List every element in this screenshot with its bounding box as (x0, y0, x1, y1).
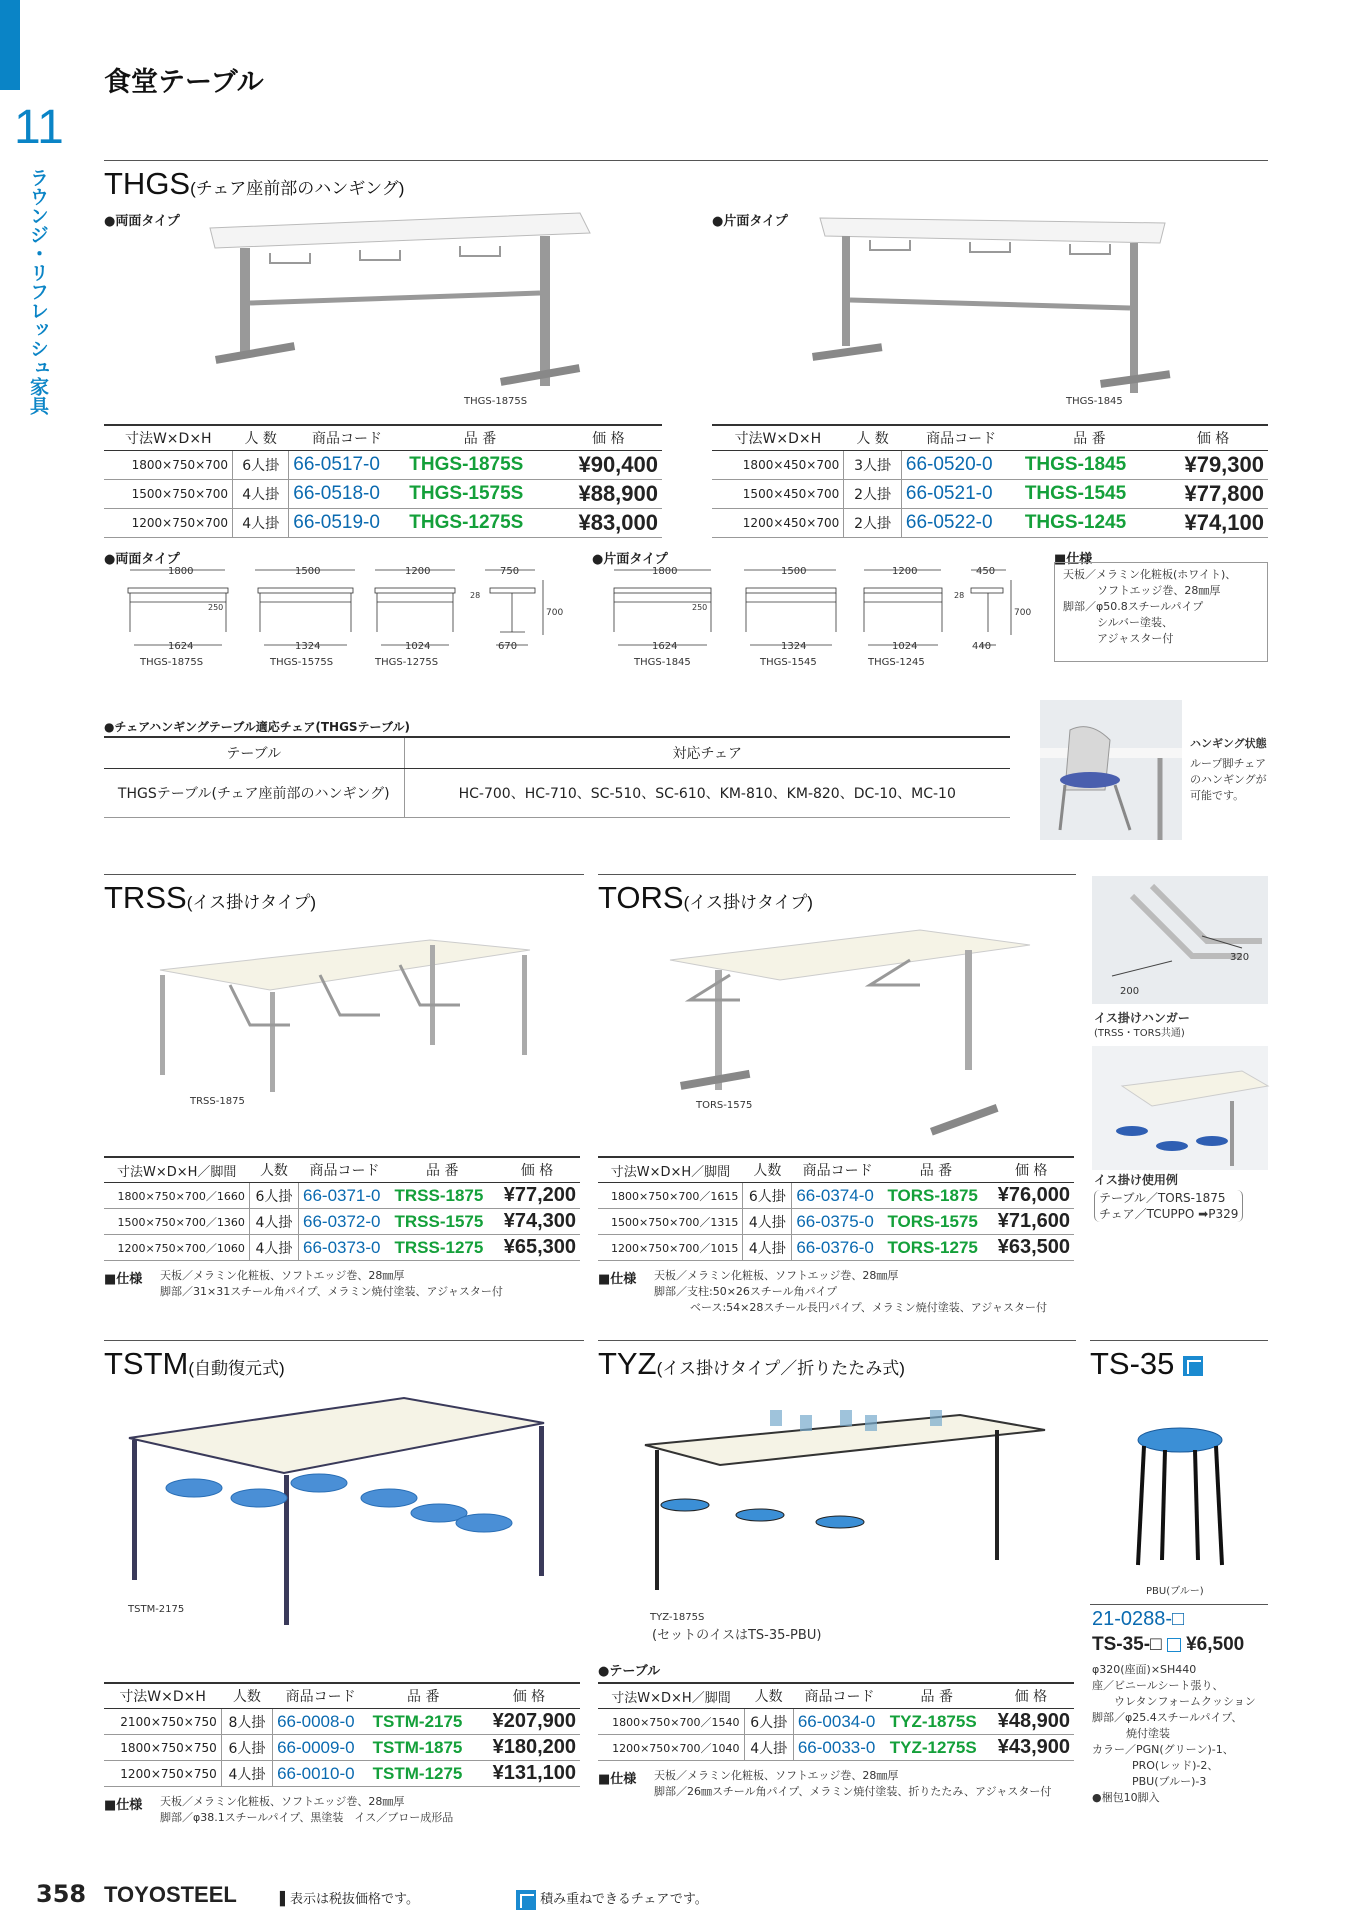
spec-line: PRO(レッド)-2、 (1132, 1759, 1219, 1772)
spec-line: 天板／メラミン化粧板、ソフトエッジ巻、28㎜厚 (654, 1269, 899, 1282)
tstm-table (104, 1682, 580, 1787)
chair-compat-table (104, 736, 1010, 818)
cell-cap: 4人掛 (744, 1735, 793, 1761)
header-cap: 人 数 (844, 425, 902, 451)
trss-title (104, 880, 316, 916)
cell-part: TRSS-1575 (391, 1209, 495, 1235)
cell-cap: 4人掛 (233, 480, 289, 509)
tstm-model: TSTM-2175 (128, 1604, 185, 1615)
ts35-color: PBU(ブルー) (1146, 1586, 1204, 1597)
chapter-number: 11 (14, 101, 64, 154)
table-row (104, 769, 1010, 818)
trss-spec (160, 1268, 503, 1300)
header-dim: 寸法W×D×H／脚間 (104, 1157, 249, 1183)
thgs-double-table (104, 424, 662, 538)
ts35-price: ¥6,500 (1186, 1634, 1245, 1655)
table-row (104, 509, 662, 538)
dim-bottom-1: 1624 (168, 641, 194, 652)
table-header-row (712, 425, 1268, 451)
cell-part: THGS-1875S (405, 451, 554, 480)
spec-line: PBU(ブルー)-3 (1132, 1775, 1207, 1788)
tors-subtitle: (イス掛けタイプ) (683, 893, 813, 912)
header-cap: 人数 (221, 1683, 272, 1709)
cell-cap: 4人掛 (743, 1235, 792, 1261)
spec-line: 座／ビニールシート張り、 (1092, 1679, 1224, 1692)
hanging-line: のハンギングが (1190, 773, 1267, 786)
cell-price: ¥90,400 (555, 451, 662, 480)
trss-model: TRSS-1875 (190, 1096, 245, 1107)
table-row (104, 451, 662, 480)
ts35-spec (1092, 1662, 1268, 1806)
hanging-title: ハンギング状態 (1190, 737, 1267, 750)
spec-line: 脚部／支柱:50×26スチール角パイプ (654, 1285, 838, 1298)
header-cap: 人 数 (233, 425, 289, 451)
cell-chairs: HC-700、HC-710、SC-510、SC-610、KM-810、KM-820、DC-10、MC-10 (404, 769, 1010, 818)
hanger-dim-1: 200 (1120, 986, 1140, 997)
cell-table: THGSテーブル(チェア座前部のハンギング) (104, 769, 404, 818)
spec-line: 脚部／26㎜スチール角パイプ、メラミン焼付塗装、折りたたみ、アジャスター付 (654, 1785, 1052, 1798)
spec-line: アジャスター付 (1097, 632, 1174, 645)
cell-price: ¥207,900 (478, 1709, 580, 1735)
cell-code: 66-0033-0 (793, 1735, 885, 1761)
cell-dim: 1500×750×700／1360 (104, 1209, 249, 1235)
header-dim: 寸法W×D×H (104, 425, 233, 451)
header-chair: 対応チェア (404, 737, 1010, 769)
cell-price: ¥131,100 (478, 1761, 580, 1787)
chapter-tab (0, 0, 20, 90)
cell-cap: 4人掛 (221, 1761, 272, 1787)
cell-part: THGS-1245 (1021, 509, 1158, 538)
cell-dim: 1200×750×700 (104, 509, 233, 538)
dim-height: 700 (1014, 608, 1032, 618)
thgs-double-drawing (120, 560, 564, 670)
spec-line: 天板／メラミン化粧板、ソフトエッジ巻、28㎜厚 (654, 1769, 899, 1782)
tors-table (598, 1156, 1074, 1261)
cell-code: 66-0520-0 (901, 451, 1020, 480)
cell-cap: 4人掛 (249, 1209, 298, 1235)
ts35-part: TS-35-□ (1092, 1634, 1162, 1655)
spec-line: 脚部／φ50.8スチールパイプ (1063, 600, 1204, 613)
cell-price: ¥83,000 (555, 509, 662, 538)
cell-code: 66-0008-0 (273, 1709, 369, 1735)
cell-part: TSTM-1875 (369, 1735, 478, 1761)
spec-line: 天板／メラミン化粧板(ホワイト)、 (1063, 568, 1237, 581)
cell-dim: 1800×750×750 (104, 1735, 221, 1761)
spec-line: ソフトエッジ巻、28㎜厚 (1097, 584, 1221, 597)
tyz-table (598, 1682, 1074, 1761)
cell-part: TORS-1875 (883, 1183, 988, 1209)
header-dim: 寸法W×D×H (104, 1683, 221, 1709)
table-row (598, 1183, 1074, 1209)
thgs-double-label: ●両面タイプ (104, 214, 180, 229)
header-code: 商品コード (901, 425, 1020, 451)
header-code: 商品コード (273, 1683, 369, 1709)
hanger-title: イス掛けハンガー (1094, 1011, 1190, 1025)
page-number: 358 (36, 1880, 87, 1908)
cell-price: ¥180,200 (478, 1735, 580, 1761)
spec-line: φ320(座面)×SH440 (1092, 1663, 1197, 1676)
ts35-title-text: TS-35 (1090, 1346, 1175, 1381)
tyz-spec (654, 1768, 1051, 1800)
page-title: 食堂テーブル (104, 67, 264, 98)
spec-line: 焼付塗装 (1126, 1727, 1170, 1740)
spec-line: 脚部／φ25.4スチールパイプ、 (1092, 1711, 1243, 1724)
header-part: 品 番 (369, 1683, 478, 1709)
cell-cap: 6人掛 (221, 1735, 272, 1761)
cell-dim: 1800×750×700／1660 (104, 1183, 249, 1209)
dim-bottom-2: 1324 (781, 641, 807, 652)
example-title: イス掛け使用例 (1094, 1173, 1178, 1187)
hanger-example-photo (1092, 1046, 1268, 1170)
cell-code: 66-0375-0 (792, 1209, 884, 1235)
header-price: 価 格 (988, 1157, 1074, 1183)
tyz-title (598, 1346, 905, 1382)
drawing-name-3: THGS-1245 (868, 657, 925, 668)
header-price: 価 格 (988, 1683, 1074, 1709)
header-code: 商品コード (793, 1683, 885, 1709)
chair-table-label: ●チェアハンギングテーブル適応チェア(THGSテーブル) (104, 720, 410, 734)
cell-cap: 6人掛 (744, 1709, 793, 1735)
example-line: チェア／TCUPPO ➡P329 (1099, 1207, 1239, 1221)
table-row (104, 1709, 580, 1735)
cell-code: 66-0374-0 (792, 1183, 884, 1209)
ts35-title (1090, 1346, 1203, 1382)
cell-cap: 6人掛 (233, 451, 289, 480)
drawing-name-2: THGS-1545 (760, 657, 817, 668)
section-divider (104, 1340, 584, 1341)
stackable-icon (516, 1890, 536, 1910)
dim-top: 28 (470, 591, 481, 600)
thgs-subtitle: (チェア座前部のハンギング) (190, 179, 405, 198)
cell-code: 66-0376-0 (792, 1235, 884, 1261)
dim-bottom-4: 440 (972, 641, 992, 652)
cell-cap: 3人掛 (844, 451, 902, 480)
cell-price: ¥77,800 (1158, 480, 1268, 509)
table-row (104, 1761, 580, 1787)
drawing-name-1: THGS-1845 (634, 657, 691, 668)
cell-dim: 1200×750×700／1060 (104, 1235, 249, 1261)
header-part: 品 番 (883, 1157, 988, 1183)
tstm-title-text: TSTM (104, 1346, 189, 1381)
thgs-spec-box (1054, 562, 1268, 662)
spec-line: カラー／PGN(グリーン)-1、 (1092, 1743, 1234, 1756)
header-price: 価 格 (1158, 425, 1268, 451)
ts35-image (1130, 1420, 1230, 1570)
table-header-row (104, 1683, 580, 1709)
cell-part: TSTM-2175 (369, 1709, 478, 1735)
cell-dim: 1500×450×700 (712, 480, 844, 509)
hanger-photo (1092, 876, 1268, 1004)
dim-width-1: 1800 (652, 566, 678, 577)
cell-price: ¥74,300 (494, 1209, 580, 1235)
cell-dim: 1800×750×700／1540 (598, 1709, 744, 1735)
header-price: 価 格 (555, 425, 662, 451)
header-cap: 人数 (744, 1683, 793, 1709)
brand-logo: TOYOSTEEL (104, 1882, 237, 1907)
tyz-subtitle: (イス掛けタイプ／折りたたみ式) (656, 1359, 905, 1378)
section-divider (598, 1340, 1076, 1341)
header-part: 品 番 (391, 1157, 495, 1183)
footer-tax-note: ▌表示は税抜価格です。 (280, 1892, 419, 1907)
dim-hang: 250 (208, 603, 224, 612)
drawing-name-1: THGS-1875S (140, 657, 204, 668)
hanger-dim-2: 320 (1230, 952, 1250, 963)
cell-dim: 1800×750×700／1615 (598, 1183, 743, 1209)
cell-dim: 1800×450×700 (712, 451, 844, 480)
header-code: 商品コード (792, 1157, 884, 1183)
example-lines (1094, 1190, 1243, 1222)
spec-line: 脚部／31×31スチール角パイプ、メラミン焼付塗装、アジャスター付 (160, 1285, 503, 1298)
hanging-line: 可能です。 (1190, 789, 1245, 802)
tyz-model-note: (セットのイスはTS-35-PBU) (652, 1628, 822, 1643)
cell-code: 66-0009-0 (273, 1735, 369, 1761)
ts35-part-price (1092, 1634, 1244, 1656)
header-dim: 寸法W×D×H (712, 425, 844, 451)
header-cap: 人数 (743, 1157, 792, 1183)
cell-dim: 1200×750×750 (104, 1761, 221, 1787)
cell-price: ¥79,300 (1158, 451, 1268, 480)
tstm-image (124, 1398, 554, 1628)
table-row (598, 1709, 1074, 1735)
drawing-single-label: ●片面タイプ (592, 552, 668, 567)
cell-dim: 1800×750×700 (104, 451, 233, 480)
cell-code: 66-0373-0 (299, 1235, 391, 1261)
table-row (712, 509, 1268, 538)
dim-width-2: 1500 (781, 566, 807, 577)
tors-model: TORS-1575 (696, 1100, 753, 1111)
hanger-sub: (TRSS・TORS共通) (1094, 1028, 1185, 1039)
table-row (712, 480, 1268, 509)
table-header-row (598, 1683, 1074, 1709)
tyz-model: TYZ-1875S (650, 1612, 705, 1623)
cell-price: ¥65,300 (494, 1235, 580, 1261)
cell-part: TYZ-1275S (886, 1735, 988, 1761)
dim-width-1: 1800 (168, 566, 194, 577)
dim-bottom-3: 1024 (405, 641, 431, 652)
spec-line: シルバー塗装、 (1097, 616, 1173, 629)
dim-height: 700 (546, 608, 564, 618)
header-price: 価 格 (478, 1683, 580, 1709)
tyz-title-text: TYZ (598, 1346, 657, 1381)
thgs-spec-label: ■仕様 (1054, 552, 1093, 567)
dim-hang: 250 (692, 603, 708, 612)
hanging-text (1190, 756, 1267, 804)
header-code: 商品コード (299, 1157, 391, 1183)
trss-table (104, 1156, 580, 1261)
dim-bottom-3: 1024 (892, 641, 918, 652)
cell-code: 66-0034-0 (793, 1709, 885, 1735)
spec-line: 脚部／φ38.1スチールパイプ、黒塗装 イス／ブロー成形品 (160, 1811, 454, 1824)
cell-part: THGS-1545 (1021, 480, 1158, 509)
cell-price: ¥71,600 (988, 1209, 1074, 1235)
cell-price: ¥88,900 (555, 480, 662, 509)
hanging-photo (1040, 700, 1182, 840)
tyz-spec-label: ■仕様 (598, 1772, 637, 1787)
dim-bottom-2: 1324 (295, 641, 321, 652)
cell-cap: 4人掛 (743, 1209, 792, 1235)
cell-cap: 4人掛 (249, 1235, 298, 1261)
table-row (598, 1235, 1074, 1261)
cell-cap: 6人掛 (743, 1183, 792, 1209)
cell-code: 66-0371-0 (299, 1183, 391, 1209)
cell-price: ¥63,500 (988, 1235, 1074, 1261)
table-row (104, 1235, 580, 1261)
cell-part: THGS-1845 (1021, 451, 1158, 480)
cell-part: TYZ-1875S (886, 1709, 988, 1735)
cell-price: ¥43,900 (988, 1735, 1074, 1761)
spec-line: 天板／メラミン化粧板、ソフトエッジ巻、28㎜厚 (160, 1795, 405, 1808)
stackable-icon (1183, 1356, 1203, 1376)
cell-price: ¥74,100 (1158, 509, 1268, 538)
table-row (104, 1183, 580, 1209)
tstm-spec (160, 1794, 453, 1826)
section-divider (104, 874, 584, 875)
section-divider (598, 874, 1076, 875)
table-header-row (104, 425, 662, 451)
cell-price: ¥76,000 (988, 1183, 1074, 1209)
stackable-mark-icon (1167, 1638, 1181, 1652)
cell-dim: 2100×750×750 (104, 1709, 221, 1735)
thgs-single-label: ●片面タイプ (712, 214, 788, 229)
ts35-code: 21-0288-□ (1092, 1608, 1185, 1630)
tstm-title (104, 1346, 285, 1382)
cell-cap: 6人掛 (249, 1183, 298, 1209)
spec-line: ウレタンフォームクッション (1114, 1695, 1256, 1708)
header-part: 品 番 (886, 1683, 988, 1709)
cell-cap: 8人掛 (221, 1709, 272, 1735)
thgs-single-table (712, 424, 1268, 538)
thgs-double-model: THGS-1875S (464, 396, 528, 407)
cell-part: TORS-1575 (883, 1209, 988, 1235)
header-table: テーブル (104, 737, 404, 769)
ts35-divider (1090, 1604, 1268, 1605)
cell-price: ¥77,200 (494, 1183, 580, 1209)
tors-title-text: TORS (598, 880, 684, 915)
header-code: 商品コード (289, 425, 406, 451)
spec-line: ベース:54×28スチール長円パイプ、メラミン焼付塗装、アジャスター付 (690, 1301, 1048, 1314)
tors-title (598, 880, 813, 916)
cell-cap: 2人掛 (844, 509, 902, 538)
dim-width-3: 1200 (405, 566, 431, 577)
section-divider (1090, 1340, 1268, 1341)
header-cap: 人数 (249, 1157, 298, 1183)
example-line: テーブル／TORS-1875 (1099, 1191, 1226, 1205)
table-row (598, 1735, 1074, 1761)
tors-spec (654, 1268, 1047, 1316)
dim-width-3: 1200 (892, 566, 918, 577)
header-part: 品 番 (1021, 425, 1158, 451)
dim-top: 28 (954, 591, 965, 600)
header-dim: 寸法W×D×H／脚間 (598, 1683, 744, 1709)
trss-title-text: TRSS (104, 880, 187, 915)
table-row (104, 480, 662, 509)
drawing-name-3: THGS-1275S (375, 657, 439, 668)
cell-dim: 1500×750×700／1315 (598, 1209, 743, 1235)
cell-dim: 1200×750×700／1015 (598, 1235, 743, 1261)
cell-part: THGS-1275S (405, 509, 554, 538)
trss-subtitle: (イス掛けタイプ) (186, 893, 316, 912)
hanging-line: ループ脚チェア (1190, 757, 1267, 770)
header-price: 価 格 (494, 1157, 580, 1183)
cell-code: 66-0522-0 (901, 509, 1020, 538)
cell-part: TORS-1275 (883, 1235, 988, 1261)
trss-spec-label: ■仕様 (104, 1272, 143, 1287)
thgs-single-drawing (596, 560, 1032, 670)
cell-code: 66-0372-0 (299, 1209, 391, 1235)
cell-part: TRSS-1875 (391, 1183, 495, 1209)
table-header-row (104, 737, 1010, 769)
cell-code: 66-0519-0 (289, 509, 406, 538)
cell-code: 66-0518-0 (289, 480, 406, 509)
dim-depth: 450 (976, 566, 996, 577)
tors-spec-label: ■仕様 (598, 1272, 637, 1287)
header-part: 品 番 (405, 425, 554, 451)
thgs-double-image (200, 208, 600, 408)
cell-part: TSTM-1275 (369, 1761, 478, 1787)
section-divider (104, 160, 1268, 161)
spec-line: 天板／メラミン化粧板、ソフトエッジ巻、28㎜厚 (160, 1269, 405, 1282)
dim-width-2: 1500 (295, 566, 321, 577)
cell-cap: 4人掛 (233, 509, 289, 538)
chapter-title: ラウンジ・リフレッシュ家具 (27, 168, 49, 415)
table-row (712, 451, 1268, 480)
footer-stack-note (516, 1888, 708, 1910)
thgs-single-model: THGS-1845 (1066, 396, 1123, 407)
drawing-name-2: THGS-1575S (270, 657, 334, 668)
tstm-subtitle: (自動復元式) (188, 1359, 285, 1378)
cell-code: 66-0521-0 (901, 480, 1020, 509)
tstm-spec-label: ■仕様 (104, 1798, 143, 1813)
thgs-title (104, 166, 404, 202)
drawing-double-label: ●両面タイプ (104, 552, 180, 567)
cell-price: ¥48,900 (988, 1709, 1074, 1735)
cell-code: 66-0517-0 (289, 451, 406, 480)
table-row (104, 1209, 580, 1235)
cell-dim: 1500×750×700 (104, 480, 233, 509)
table-row (104, 1735, 580, 1761)
table-header-row (598, 1157, 1074, 1183)
dim-depth: 750 (500, 566, 520, 577)
cell-code: 66-0010-0 (273, 1761, 369, 1787)
cell-cap: 2人掛 (844, 480, 902, 509)
dim-bottom-1: 1624 (652, 641, 678, 652)
cell-part: THGS-1575S (405, 480, 554, 509)
header-dim: 寸法W×D×H／脚間 (598, 1157, 743, 1183)
footer-stack-text: 積み重ねできるチェアです。 (540, 1892, 708, 1907)
table-row (598, 1209, 1074, 1235)
spec-line: ●梱包10脚入 (1092, 1791, 1160, 1804)
tyz-table-label: ●テーブル (598, 1664, 661, 1679)
dim-bottom-4: 670 (498, 641, 518, 652)
tyz-image (640, 1410, 1050, 1620)
cell-dim: 1200×450×700 (712, 509, 844, 538)
cell-dim: 1200×750×700／1040 (598, 1735, 744, 1761)
cell-part: TRSS-1275 (391, 1235, 495, 1261)
thgs-single-image (800, 208, 1180, 408)
table-header-row (104, 1157, 580, 1183)
thgs-title-text: THGS (104, 166, 191, 201)
